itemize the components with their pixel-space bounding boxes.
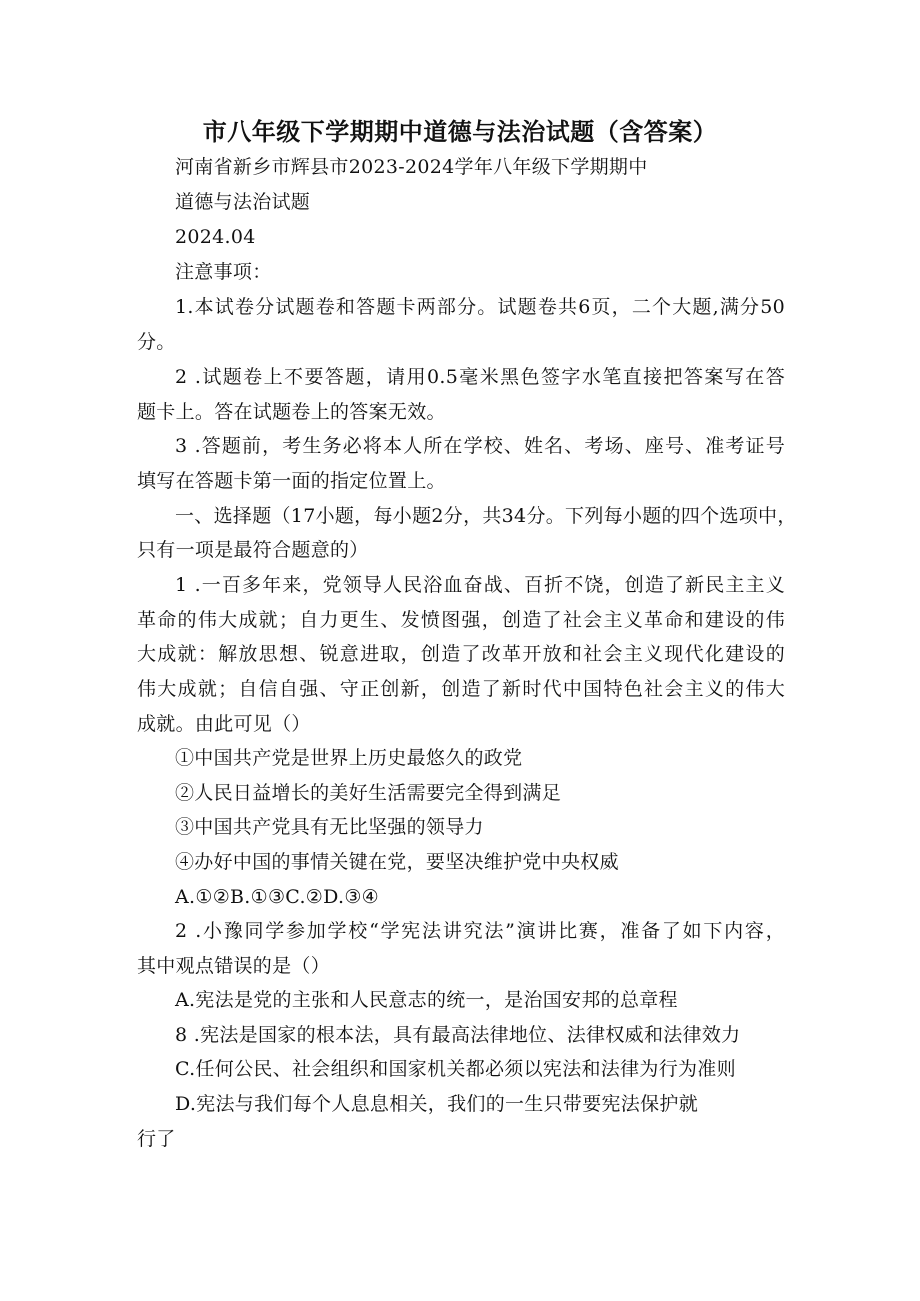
q1-stem-line-5: 成就。由此可见（）	[137, 713, 311, 735]
q1-option-2: ②人民日益增长的美好生活需要完全得到满足	[175, 782, 562, 804]
document-title: 市八年级下学期期中道德与法治试题（含答案）	[202, 118, 718, 146]
section-1-heading-cont: 只有一项是最符合题意的）	[137, 539, 369, 561]
q2-option-b: 8 .宪法是国家的根本法，具有最高法律地位、法律权威和法律效力	[175, 1024, 741, 1046]
notice-item-1: 1.本试卷分试题卷和答题卡两部分。试题卷共6页，二个大题,满分50	[175, 296, 785, 318]
q2-stem-line-2: 其中观点错误的是（）	[137, 955, 331, 977]
q2-option-c: C.任何公民、社会组织和国家机关都必须以宪法和法律为行为准则	[175, 1058, 736, 1080]
q2-option-d-cont: 行了	[137, 1128, 176, 1150]
notice-item-3: 3 .答题前，考生务必将本人所在学校、姓名、考场、座号、准考证号	[175, 435, 785, 457]
notice-item-2: 2 .试题卷上不要答题，请用0.5毫米黑色签字水笔直接把答案写在答	[175, 366, 785, 388]
q1-stem-line-1: 1 .一百多年来，党领导人民浴血奋战、百折不饶，创造了新民主主义	[175, 574, 785, 596]
q1-option-4: ④办好中国的事情关键在党，要坚决维护党中央权威	[175, 851, 619, 873]
notice-item-3-cont: 填写在答题卡第一面的指定位置上。	[137, 470, 446, 492]
q2-stem-line-1: 2 .小豫同学参加学校“学宪法讲究法”演讲比赛，准备了如下内容，	[175, 920, 785, 942]
header-date: 2024.04	[175, 226, 256, 248]
q2-option-d: D.宪法与我们每个人息息相关，我们的一生只带要宪法保护就	[175, 1093, 698, 1115]
notice-item-1-cont: 分。	[137, 331, 176, 353]
section-1-heading: 一、选择题（17小题，每小题2分，共34分。下列每小题的四个选项中，	[175, 505, 797, 527]
notice-heading: 注意事项：	[175, 261, 272, 283]
header-line-2: 道德与法治试题	[175, 191, 311, 213]
q1-stem-line-4: 伟大成就；自信自强、守正创新，创造了新时代中国特色社会主义的伟大	[137, 678, 785, 700]
notice-item-2-cont: 题卡上。答在试题卷上的答案无效。	[137, 401, 446, 423]
q1-stem-line-3: 大成就：解放思想、锐意进取，创造了改革开放和社会主义现代化建设的	[137, 643, 785, 665]
header-line-1: 河南省新乡市辉县市2023-2024学年八年级下学期期中	[175, 156, 648, 178]
q1-stem-line-2: 革命的伟大成就；自力更生、发愤图强，创造了社会主义革命和建设的伟	[137, 609, 785, 631]
q1-choices: A.①②B.①③C.②D.③④	[175, 886, 379, 908]
q1-option-3: ③中国共产党具有无比坚强的领导力	[175, 816, 484, 838]
q1-option-1: ①中国共产党是世界上历史最悠久的政党	[175, 747, 523, 769]
q2-option-a: A.宪法是党的主张和人民意志的统一，是治国安邦的总章程	[175, 989, 678, 1011]
